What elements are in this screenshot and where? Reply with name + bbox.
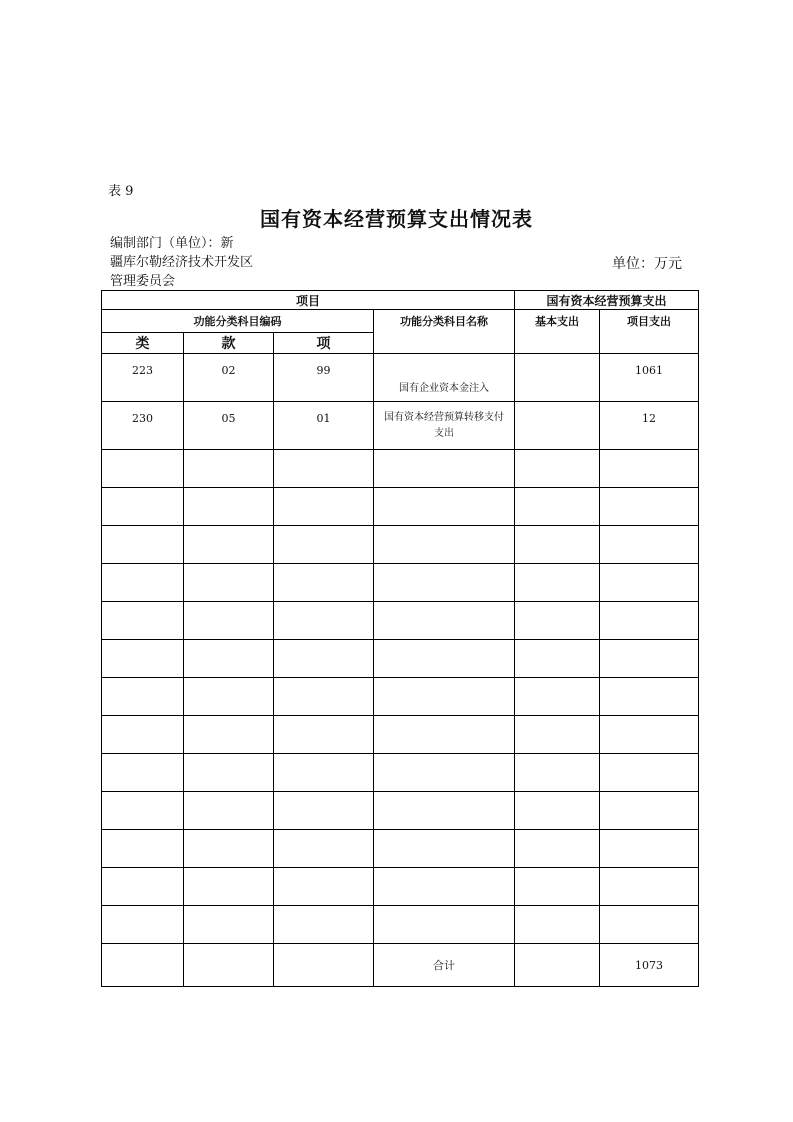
header-func-name: 功能分类科目名称 [374, 310, 515, 354]
empty-cell [374, 526, 515, 564]
empty-cell [374, 868, 515, 906]
empty-row [102, 526, 699, 564]
empty-cell [102, 830, 184, 868]
empty-cell [184, 602, 274, 640]
cell-func-name: 国有资本经营预算转移支付支出 [374, 402, 515, 450]
empty-cell [274, 868, 374, 906]
empty-cell [374, 488, 515, 526]
empty-cell [274, 640, 374, 678]
cell-kuan: 05 [184, 402, 274, 450]
empty-cell [184, 716, 274, 754]
empty-cell [515, 488, 600, 526]
cell-xiang: 01 [274, 402, 374, 450]
empty-cell [102, 488, 184, 526]
table-row [102, 354, 699, 402]
empty-cell [102, 906, 184, 944]
empty-cell [515, 792, 600, 830]
budget-table [101, 290, 699, 987]
empty-cell [374, 716, 515, 754]
empty-cell [374, 906, 515, 944]
empty-cell [374, 830, 515, 868]
empty-cell [374, 640, 515, 678]
empty-row [102, 450, 699, 488]
page-title: 国有资本经营预算支出情况表 [260, 207, 533, 231]
header-kuan: 款 [184, 333, 274, 354]
empty-cell [184, 564, 274, 602]
empty-cell [515, 526, 600, 564]
empty-cell [184, 450, 274, 488]
empty-cell [184, 488, 274, 526]
empty-cell [274, 450, 374, 488]
header-budget-expense: 国有资本经营预算支出 [515, 291, 699, 310]
empty-row [102, 792, 699, 830]
empty-cell [600, 754, 699, 792]
header-basic-expense: 基本支出 [515, 310, 600, 354]
header-row [102, 310, 699, 333]
unit-label: 单位：万元 [612, 256, 682, 272]
empty-row [102, 678, 699, 716]
empty-cell [600, 716, 699, 754]
empty-cell [102, 944, 184, 987]
empty-row [102, 640, 699, 678]
cell-lei: 230 [102, 402, 184, 450]
empty-row [102, 564, 699, 602]
empty-cell [184, 906, 274, 944]
empty-cell [515, 678, 600, 716]
empty-cell [102, 564, 184, 602]
header-xiang: 项 [274, 333, 374, 354]
empty-row [102, 868, 699, 906]
department-label [110, 234, 285, 291]
empty-cell [274, 944, 374, 987]
total-row [102, 944, 699, 987]
cell-project: 12 [600, 402, 699, 450]
empty-cell [600, 526, 699, 564]
empty-cell [274, 678, 374, 716]
empty-cell [374, 754, 515, 792]
empty-cell [184, 830, 274, 868]
empty-cell [274, 564, 374, 602]
empty-cell [515, 906, 600, 944]
empty-cell [102, 792, 184, 830]
cell-xiang: 99 [274, 354, 374, 402]
header-project: 项目 [102, 291, 515, 310]
empty-cell [515, 640, 600, 678]
empty-row [102, 754, 699, 792]
cell-basic [515, 354, 600, 402]
empty-cell [184, 868, 274, 906]
empty-cell [515, 716, 600, 754]
empty-cell [184, 640, 274, 678]
empty-cell [274, 526, 374, 564]
empty-cell [102, 640, 184, 678]
empty-cell [600, 830, 699, 868]
empty-row [102, 830, 699, 868]
empty-cell [515, 602, 600, 640]
empty-row [102, 906, 699, 944]
header-func-code: 功能分类科目编码 [102, 310, 374, 333]
empty-cell [184, 526, 274, 564]
empty-cell [102, 678, 184, 716]
empty-cell [274, 716, 374, 754]
empty-cell [515, 450, 600, 488]
empty-cell [600, 868, 699, 906]
empty-cell [515, 830, 600, 868]
empty-cell [374, 564, 515, 602]
empty-cell [600, 792, 699, 830]
empty-cell [600, 488, 699, 526]
empty-cell [374, 450, 515, 488]
empty-cell [102, 754, 184, 792]
empty-row [102, 602, 699, 640]
empty-cell [184, 792, 274, 830]
empty-cell [274, 906, 374, 944]
department-line: 编制部门（单位）：新 [110, 236, 234, 251]
empty-cell [374, 678, 515, 716]
empty-cell [600, 640, 699, 678]
header-project-expense: 项目支出 [600, 310, 699, 354]
empty-cell [600, 906, 699, 944]
table-number: 表 9 [108, 184, 134, 199]
cell-basic [515, 402, 600, 450]
table-row [102, 402, 699, 450]
total-label: 合计 [374, 944, 515, 987]
header-row [102, 291, 699, 310]
empty-row [102, 716, 699, 754]
empty-cell [515, 564, 600, 602]
empty-cell [374, 792, 515, 830]
header-lei: 类 [102, 333, 184, 354]
cell-project: 1061 [600, 354, 699, 402]
empty-cell [184, 944, 274, 987]
empty-cell [102, 602, 184, 640]
empty-cell [515, 868, 600, 906]
empty-cell [274, 830, 374, 868]
empty-cell [102, 450, 184, 488]
total-basic [515, 944, 600, 987]
empty-cell [600, 602, 699, 640]
total-project: 1073 [600, 944, 699, 987]
empty-cell [274, 792, 374, 830]
empty-cell [274, 754, 374, 792]
cell-kuan: 02 [184, 354, 274, 402]
empty-cell [515, 754, 600, 792]
empty-cell [274, 602, 374, 640]
empty-cell [600, 564, 699, 602]
department-line: 疆库尔勒经济技术开发区 [110, 255, 254, 270]
budget-table-container [101, 290, 699, 987]
empty-cell [102, 526, 184, 564]
empty-cell [184, 754, 274, 792]
empty-cell [184, 678, 274, 716]
empty-cell [374, 602, 515, 640]
cell-func-name: 国有企业资本金注入 [374, 354, 515, 402]
cell-lei: 223 [102, 354, 184, 402]
empty-cell [102, 868, 184, 906]
empty-row [102, 488, 699, 526]
department-line: 管理委员会 [110, 274, 176, 289]
empty-cell [600, 450, 699, 488]
empty-cell [102, 716, 184, 754]
empty-cell [274, 488, 374, 526]
empty-cell [600, 678, 699, 716]
